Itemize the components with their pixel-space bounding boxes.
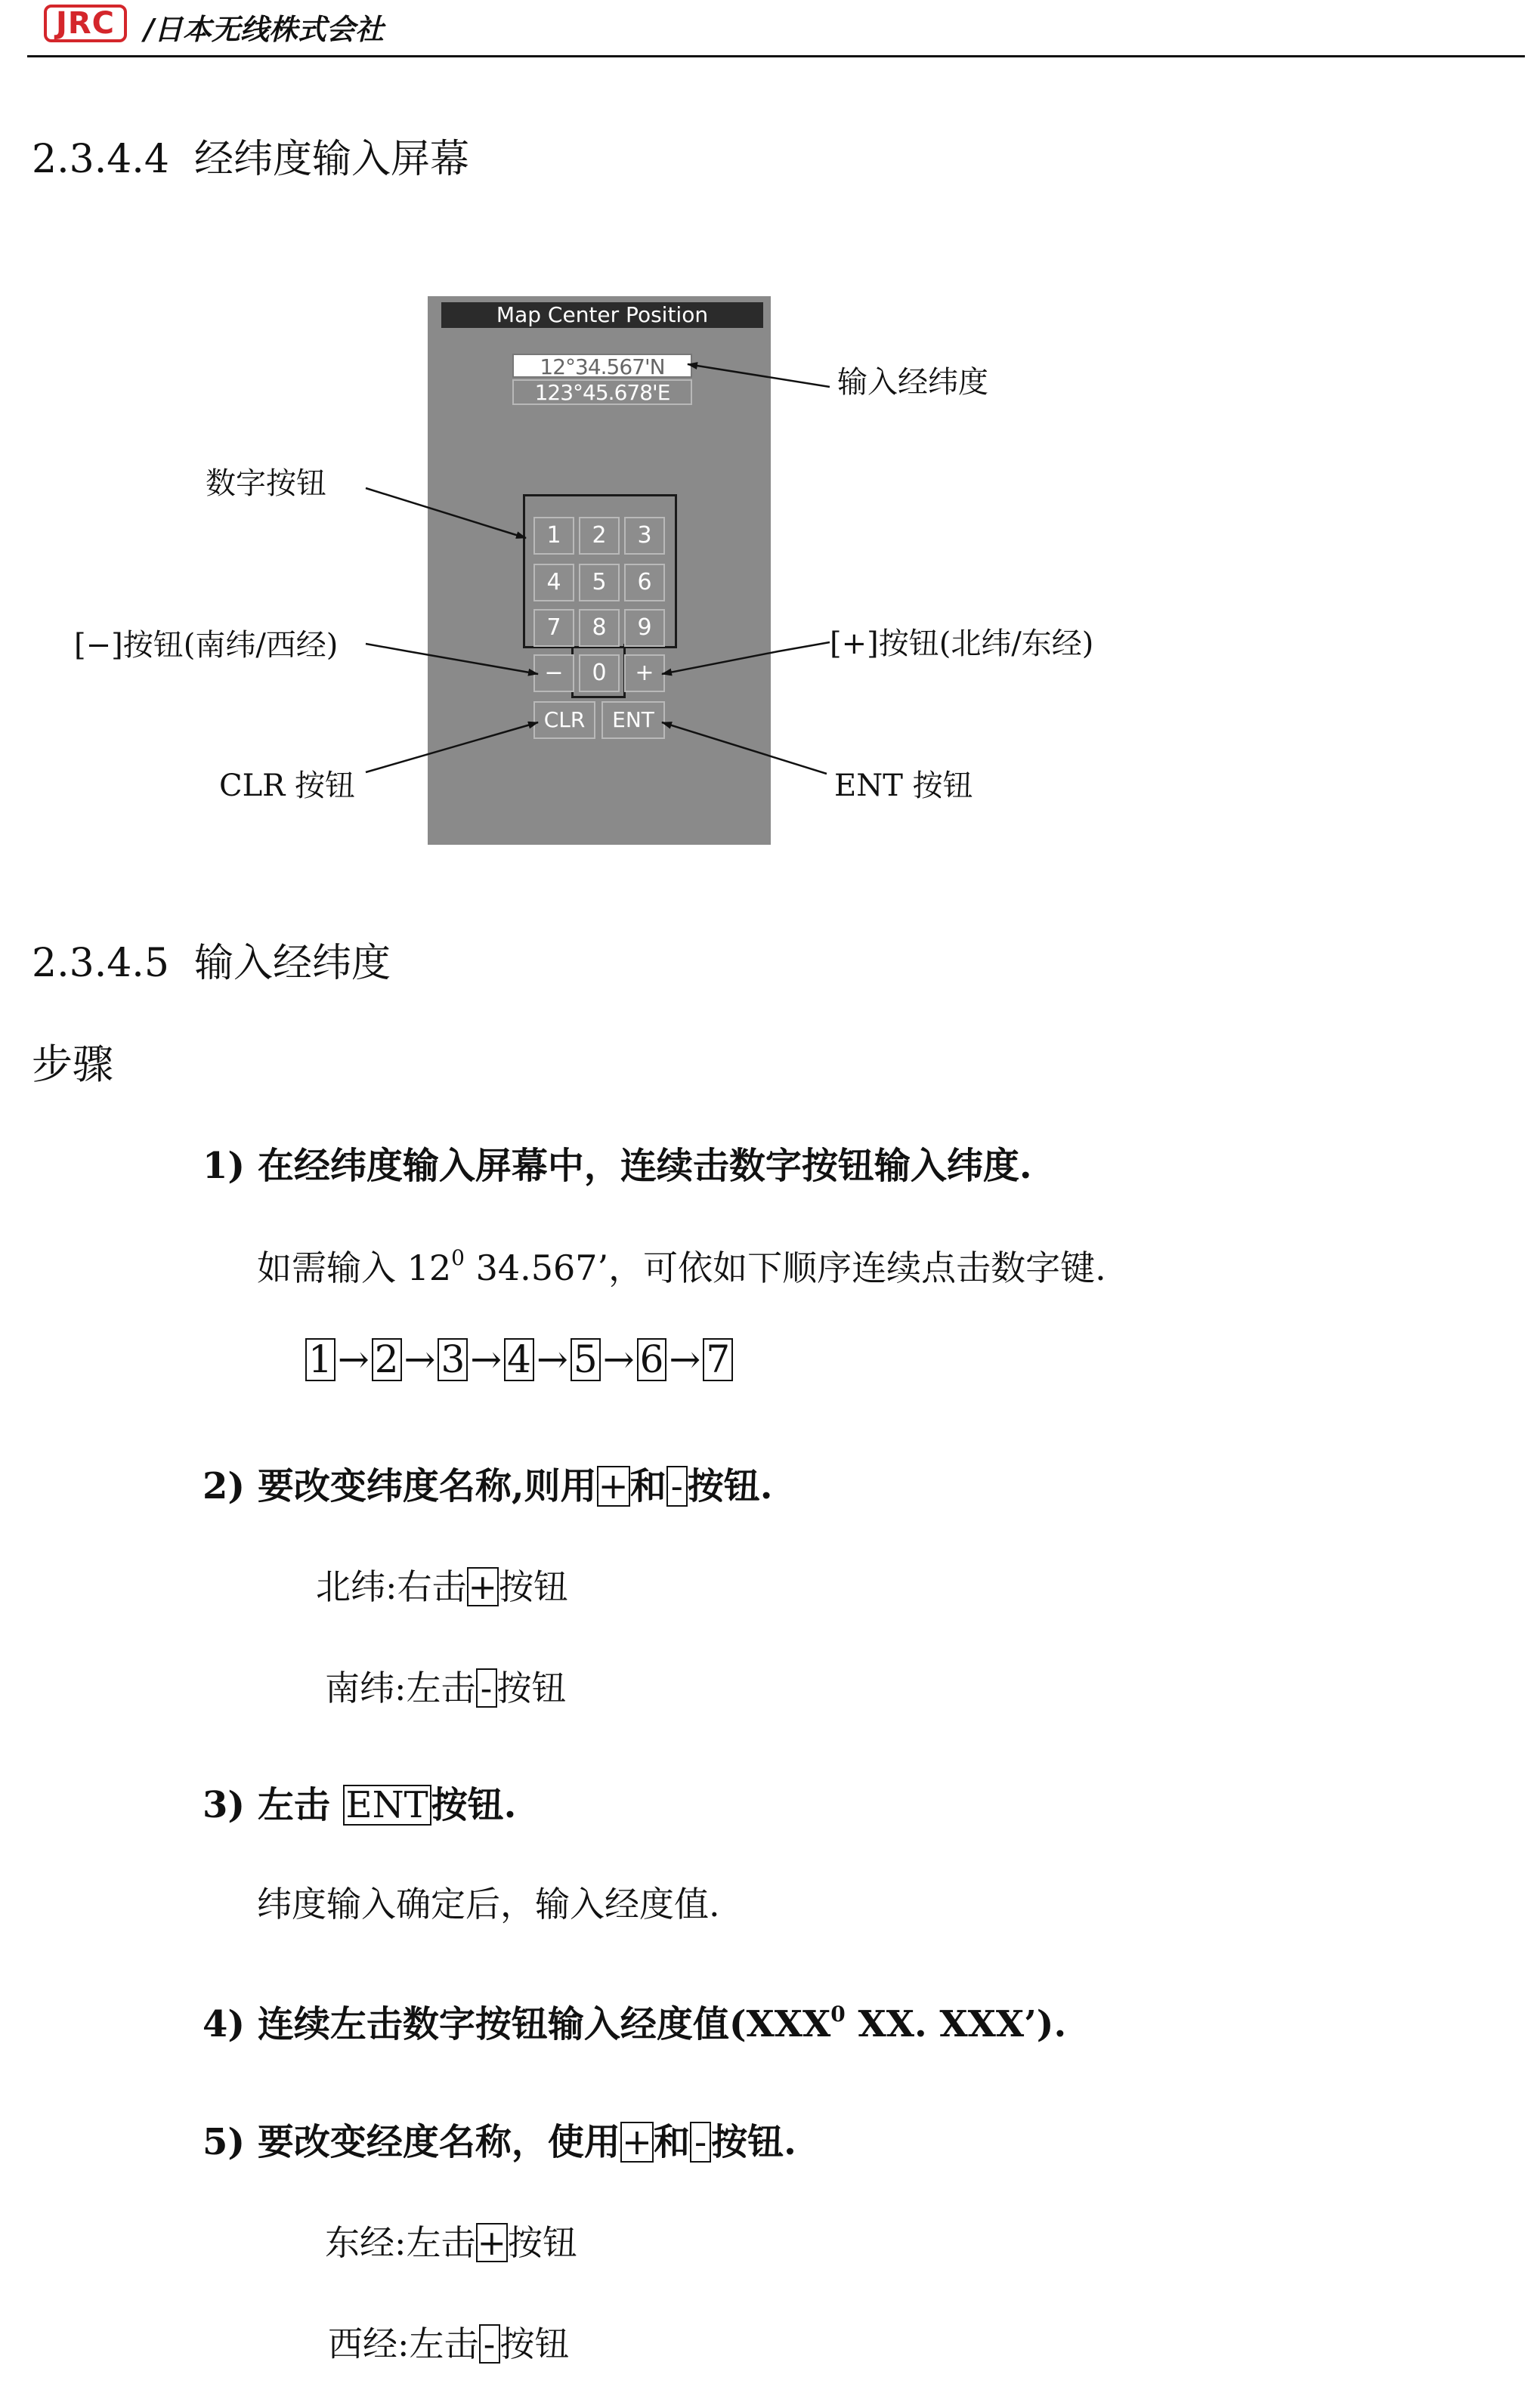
step-1-note-text-a: 如需输入 12 xyxy=(257,1248,452,1288)
panel-title-bar: Map Center Position xyxy=(441,302,763,328)
sequence-key-7: 7 xyxy=(703,1338,733,1381)
west-text-a: 西经:左击 xyxy=(328,2323,479,2364)
key-9[interactable]: 9 xyxy=(624,609,665,647)
key-0[interactable]: 0 xyxy=(579,654,620,692)
plus-key-inline: + xyxy=(477,2222,507,2263)
key-2[interactable]: 2 xyxy=(579,517,620,555)
sequence-key-6: 6 xyxy=(637,1338,667,1381)
step-3-text-a: 3) 左击 xyxy=(203,1784,343,1826)
step-2-text-mid: 和 xyxy=(629,1465,666,1507)
step-5-text-mid: 和 xyxy=(654,2121,691,2163)
key-6[interactable]: 6 xyxy=(624,564,665,601)
sequence-key-3: 3 xyxy=(438,1338,468,1381)
right-arrow-icon: → xyxy=(337,1337,370,1381)
sequence-key-2: 2 xyxy=(372,1338,402,1381)
south-latitude-note xyxy=(325,1661,567,1711)
east-text-a: 东经:左击 xyxy=(325,2222,476,2263)
key-3[interactable]: 3 xyxy=(624,517,665,555)
step-5-text-b: 按钮. xyxy=(711,2121,796,2163)
callout-clr-button: CLR 按钮 xyxy=(219,768,355,803)
south-text-a: 南纬:左击 xyxy=(325,1668,476,1708)
clr-leader xyxy=(366,722,538,772)
step-1-note-text-b: 34.567’，可依如下顺序连续点击数字键. xyxy=(464,1248,1106,1288)
key-5[interactable]: 5 xyxy=(579,564,620,601)
callout-ent-button: ENT 按钮 xyxy=(834,768,973,803)
north-latitude-note xyxy=(316,1560,568,1609)
minus-key-inline: - xyxy=(690,2122,711,2163)
callout-input: 输入经纬度 xyxy=(837,365,988,400)
step-1-note xyxy=(257,1241,1106,1291)
north-text-a: 北纬:右击 xyxy=(316,1566,467,1607)
callout-plus-button: [+]按钮(北纬/东经) xyxy=(830,626,1094,661)
step-2-text-b: 按钮. xyxy=(687,1465,773,1507)
plus-key-inline: + xyxy=(621,2121,653,2163)
step-4-text-a: 4) 连续左击数字按钮输入经度值(XXX xyxy=(203,2003,831,2045)
section-title: 输入经纬度 xyxy=(194,941,391,986)
longitude-field[interactable]: 123°45.678'E xyxy=(512,379,692,405)
step-4 xyxy=(203,1995,1066,2047)
west-text-b: 按钮 xyxy=(499,2323,570,2364)
step-2 xyxy=(203,1457,773,1509)
minus-key-inline: - xyxy=(479,2324,500,2364)
section-heading-2-3-4-5 xyxy=(32,931,391,988)
step-3 xyxy=(203,1776,516,1828)
east-text-b: 按钮 xyxy=(508,2222,578,2263)
key-minus[interactable]: − xyxy=(533,654,574,692)
step-3-note: 纬度输入确定后，输入经度值. xyxy=(257,1884,720,1925)
section-number: 2.3.4.5 xyxy=(32,941,169,986)
ent-leader xyxy=(662,722,827,774)
key-7[interactable]: 7 xyxy=(533,609,574,647)
key-plus[interactable]: + xyxy=(624,654,665,692)
step-1: 1) 在经纬度输入屏幕中，连续击数字按钮输入纬度. xyxy=(203,1145,1032,1187)
degree-superscript: 0 xyxy=(830,2002,846,2027)
number-buttons-leader xyxy=(366,488,526,538)
step-3-text-b: 按钮. xyxy=(431,1784,517,1826)
sequence-key-1: 1 xyxy=(305,1338,336,1381)
right-arrow-icon: → xyxy=(669,1337,701,1381)
step-5 xyxy=(203,2113,796,2165)
ent-key-inline: ENT xyxy=(343,1785,431,1826)
company-name: /日本无线株式会社 xyxy=(144,12,384,46)
step-4-text-b: XX. XXX’). xyxy=(845,2003,1067,2045)
degree-superscript: 0 xyxy=(451,1245,465,1270)
west-longitude-note xyxy=(328,2317,570,2367)
right-arrow-icon: → xyxy=(536,1337,568,1381)
sequence-key-4: 4 xyxy=(504,1338,534,1381)
callout-minus-button: [−]按钮(南纬/西经) xyxy=(74,628,339,663)
callout-number-buttons: 数字按钮 xyxy=(206,466,326,501)
plus-leader xyxy=(662,642,830,674)
input-leader xyxy=(688,364,830,387)
east-longitude-note xyxy=(325,2215,577,2265)
minus-leader xyxy=(366,644,538,674)
ent-button[interactable]: ENT xyxy=(601,701,665,739)
north-text-b: 按钮 xyxy=(499,1566,569,1607)
plus-key-inline: + xyxy=(468,1566,498,1607)
south-text-b: 按钮 xyxy=(496,1668,567,1708)
procedure-label: 步骤 xyxy=(32,1040,113,1088)
step-2-text-a: 2) 要改变纬度名称,则用 xyxy=(203,1465,597,1507)
section-title: 经纬度输入屏幕 xyxy=(194,137,470,182)
key-sequence xyxy=(305,1337,733,1381)
minus-key-inline: - xyxy=(476,1668,497,1708)
right-arrow-icon: → xyxy=(404,1337,436,1381)
jrc-logo: JRC xyxy=(44,5,127,42)
key-8[interactable]: 8 xyxy=(579,609,620,647)
clr-button[interactable]: CLR xyxy=(533,701,595,739)
right-arrow-icon: → xyxy=(470,1337,503,1381)
key-1[interactable]: 1 xyxy=(533,517,574,555)
sequence-key-5: 5 xyxy=(571,1338,601,1381)
latitude-field[interactable]: 12°34.567'N xyxy=(512,354,692,378)
section-number: 2.3.4.4 xyxy=(32,137,169,182)
key-4[interactable]: 4 xyxy=(533,564,574,601)
right-arrow-icon: → xyxy=(602,1337,635,1381)
minus-key-inline: - xyxy=(666,1466,688,1507)
plus-key-inline: + xyxy=(598,1465,629,1507)
step-5-text-a: 5) 要改变经度名称，使用 xyxy=(203,2121,620,2163)
